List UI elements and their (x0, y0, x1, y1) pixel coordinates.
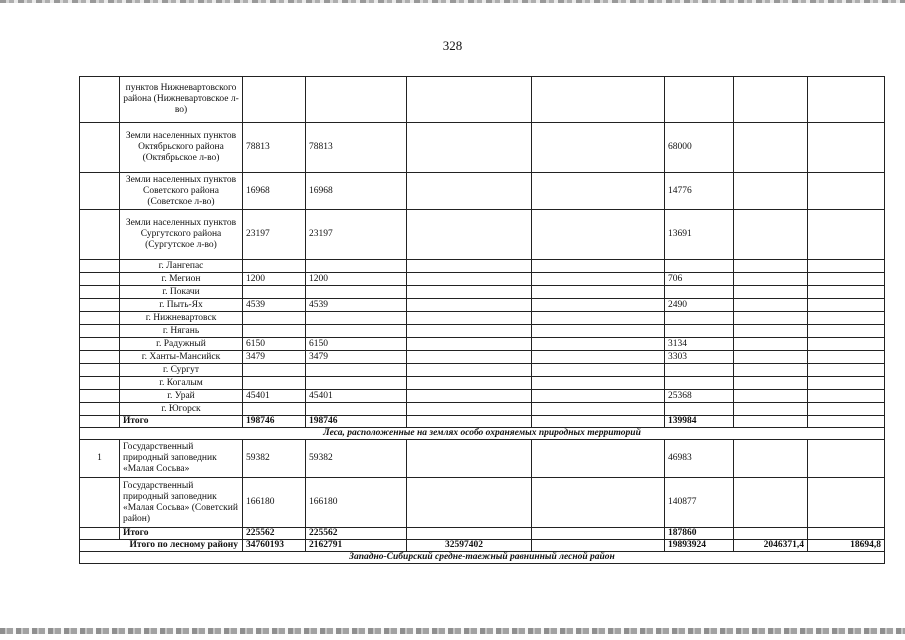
value-cell: 225562 (243, 528, 306, 540)
value-cell: 14776 (665, 173, 734, 210)
value-cell (407, 273, 532, 286)
value-cell: 59382 (306, 440, 407, 478)
value-cell (808, 325, 885, 338)
value-cell: 4539 (243, 299, 306, 312)
value-cell (734, 390, 808, 403)
value-cell (808, 286, 885, 299)
value-cell (808, 377, 885, 390)
value-cell (407, 416, 532, 428)
section-heading: Леса, расположенные на землях особо охраняемых природных территорий (80, 428, 885, 440)
value-cell (734, 403, 808, 416)
table-row (80, 440, 885, 478)
value-cell (306, 286, 407, 299)
value-cell (808, 312, 885, 325)
page-number: 328 (442, 38, 463, 53)
value-cell (808, 299, 885, 312)
value-cell (734, 273, 808, 286)
table-row (80, 77, 885, 123)
value-cell (532, 123, 665, 173)
value-cell (808, 416, 885, 428)
value-cell: 166180 (243, 478, 306, 528)
row-index-cell (80, 364, 120, 377)
row-index-cell (80, 377, 120, 390)
table-row (80, 260, 885, 273)
table-row (80, 364, 885, 377)
value-cell (808, 478, 885, 528)
value-cell (306, 403, 407, 416)
row-index-cell (80, 416, 120, 428)
row-index-cell (80, 273, 120, 286)
value-cell (407, 390, 532, 403)
value-cell (808, 440, 885, 478)
value-cell: 706 (665, 273, 734, 286)
value-cell (808, 123, 885, 173)
value-cell: 2162791 (306, 540, 407, 552)
value-cell: 3134 (665, 338, 734, 351)
row-index-cell: 1 (80, 440, 120, 478)
table-row (80, 173, 885, 210)
value-cell (407, 286, 532, 299)
value-cell: 23197 (243, 210, 306, 260)
row-name-cell: г. Сургут (120, 364, 243, 377)
row-index-cell (80, 173, 120, 210)
scan-edge-top (0, 0, 905, 3)
value-cell (808, 338, 885, 351)
value-cell (734, 377, 808, 390)
row-name-cell: Земли населенных пунктов Сургутского района (Сургутское л-во) (120, 210, 243, 260)
value-cell: 78813 (243, 123, 306, 173)
row-name-cell: г. Югорск (120, 403, 243, 416)
value-cell (808, 273, 885, 286)
value-cell (665, 286, 734, 299)
value-cell: 68000 (665, 123, 734, 173)
value-cell (407, 338, 532, 351)
grand-total-row (80, 540, 885, 552)
value-cell (808, 260, 885, 273)
value-cell (532, 351, 665, 364)
value-cell: 25368 (665, 390, 734, 403)
value-cell (306, 260, 407, 273)
value-cell: 139984 (665, 416, 734, 428)
value-cell (243, 312, 306, 325)
row-name-cell: г. Нижневартовск (120, 312, 243, 325)
value-cell (808, 173, 885, 210)
value-cell (532, 528, 665, 540)
row-index-cell (80, 286, 120, 299)
value-cell: 2046371,4 (734, 540, 808, 552)
value-cell (243, 377, 306, 390)
value-cell (734, 260, 808, 273)
row-index-cell (80, 478, 120, 528)
row-name-cell: г. Лангепас (120, 260, 243, 273)
total-label: Итого (120, 416, 243, 428)
value-cell (243, 260, 306, 273)
value-cell (808, 364, 885, 377)
value-cell (808, 351, 885, 364)
value-cell (306, 312, 407, 325)
value-cell (665, 403, 734, 416)
value-cell: 187860 (665, 528, 734, 540)
value-cell: 4539 (306, 299, 407, 312)
value-cell (532, 210, 665, 260)
value-cell (407, 77, 532, 123)
table-body (80, 77, 885, 564)
row-name-cell: г. Ханты-Мансийск (120, 351, 243, 364)
value-cell (665, 260, 734, 273)
row-name-cell: г. Нягань (120, 325, 243, 338)
value-cell: 3479 (306, 351, 407, 364)
value-cell (808, 77, 885, 123)
value-cell (734, 173, 808, 210)
total-row (80, 416, 885, 428)
table-row (80, 390, 885, 403)
value-cell (808, 528, 885, 540)
value-cell (407, 478, 532, 528)
row-index-cell (80, 312, 120, 325)
row-name-cell: г. Когалым (120, 377, 243, 390)
value-cell: 2490 (665, 299, 734, 312)
row-name-cell: Государственный природный заповедник «Малая Сосьва» (Советский район) (120, 478, 243, 528)
value-cell: 198746 (243, 416, 306, 428)
row-index-cell (80, 210, 120, 260)
row-index-cell (80, 528, 120, 540)
value-cell (407, 210, 532, 260)
value-cell (532, 260, 665, 273)
value-cell (407, 440, 532, 478)
value-cell (734, 312, 808, 325)
scan-edge-bottom (0, 628, 905, 634)
value-cell (407, 260, 532, 273)
value-cell (734, 299, 808, 312)
table-row (80, 351, 885, 364)
value-cell (407, 123, 532, 173)
value-cell (734, 364, 808, 377)
table-row (80, 338, 885, 351)
value-cell (407, 325, 532, 338)
table-row (80, 377, 885, 390)
row-index-cell (80, 403, 120, 416)
value-cell: 225562 (306, 528, 407, 540)
value-cell (734, 210, 808, 260)
value-cell (734, 528, 808, 540)
value-cell: 166180 (306, 478, 407, 528)
value-cell (407, 312, 532, 325)
value-cell: 46983 (665, 440, 734, 478)
value-cell (665, 364, 734, 377)
row-name-cell: г. Радужный (120, 338, 243, 351)
value-cell: 78813 (306, 123, 407, 173)
total-row (80, 528, 885, 540)
value-cell (734, 77, 808, 123)
value-cell (407, 377, 532, 390)
value-cell (243, 286, 306, 299)
value-cell: 6150 (243, 338, 306, 351)
value-cell (734, 338, 808, 351)
value-cell: 34760193 (243, 540, 306, 552)
row-name-cell: г. Покачи (120, 286, 243, 299)
value-cell: 23197 (306, 210, 407, 260)
row-index-cell (80, 338, 120, 351)
value-cell (532, 364, 665, 377)
value-cell (407, 528, 532, 540)
value-cell: 1200 (243, 273, 306, 286)
table-row (80, 123, 885, 173)
value-cell: 18694,8 (808, 540, 885, 552)
value-cell: 32597402 (407, 540, 532, 552)
value-cell (532, 312, 665, 325)
table-row (80, 299, 885, 312)
row-index-cell (80, 123, 120, 173)
value-cell: 16968 (243, 173, 306, 210)
value-cell: 3303 (665, 351, 734, 364)
row-index-cell (80, 260, 120, 273)
value-cell (407, 299, 532, 312)
row-index-cell (80, 299, 120, 312)
value-cell: 45401 (243, 390, 306, 403)
value-cell (532, 377, 665, 390)
value-cell (532, 299, 665, 312)
value-cell (734, 478, 808, 528)
value-cell (532, 478, 665, 528)
value-cell (306, 364, 407, 377)
value-cell (665, 377, 734, 390)
table-row (80, 273, 885, 286)
value-cell (532, 173, 665, 210)
value-cell: 19893924 (665, 540, 734, 552)
value-cell (734, 440, 808, 478)
value-cell (243, 364, 306, 377)
value-cell (532, 77, 665, 123)
section-heading: Западно-Сибирский средне-таежный равнинный лесной район (80, 552, 885, 564)
value-cell (532, 416, 665, 428)
section-heading-row (80, 552, 885, 564)
table-row (80, 325, 885, 338)
table-row (80, 312, 885, 325)
table-row (80, 286, 885, 299)
value-cell (243, 325, 306, 338)
value-cell (407, 403, 532, 416)
grand-total-label: Итого по лесному району (80, 540, 243, 552)
value-cell: 198746 (306, 416, 407, 428)
value-cell (306, 325, 407, 338)
value-cell (243, 77, 306, 123)
value-cell (808, 403, 885, 416)
value-cell: 140877 (665, 478, 734, 528)
row-name-cell: г. Урай (120, 390, 243, 403)
value-cell (407, 173, 532, 210)
value-cell: 16968 (306, 173, 407, 210)
row-name-cell: г. Мегион (120, 273, 243, 286)
section-heading-row (80, 428, 885, 440)
row-index-cell (80, 351, 120, 364)
value-cell: 3479 (243, 351, 306, 364)
value-cell (734, 123, 808, 173)
value-cell: 45401 (306, 390, 407, 403)
value-cell (407, 364, 532, 377)
value-cell (532, 273, 665, 286)
row-name-cell: Земли населенных пунктов Советского района (Советское л-во) (120, 173, 243, 210)
row-name-cell: Государственный природный заповедник «Малая Сосьва» (120, 440, 243, 478)
value-cell (532, 540, 665, 552)
value-cell (306, 77, 407, 123)
total-label: Итого (120, 528, 243, 540)
value-cell: 6150 (306, 338, 407, 351)
value-cell: 1200 (306, 273, 407, 286)
value-cell (808, 210, 885, 260)
value-cell (734, 351, 808, 364)
value-cell (532, 390, 665, 403)
value-cell: 13691 (665, 210, 734, 260)
value-cell (734, 416, 808, 428)
table-row (80, 210, 885, 260)
value-cell (734, 325, 808, 338)
value-cell (665, 312, 734, 325)
forest-area-table (79, 76, 885, 564)
value-cell (532, 440, 665, 478)
row-name-cell: Земли населенных пунктов Октябрьского района (Октябрьское л-во) (120, 123, 243, 173)
value-cell (306, 377, 407, 390)
table-row (80, 478, 885, 528)
value-cell (532, 338, 665, 351)
value-cell (243, 403, 306, 416)
value-cell (734, 286, 808, 299)
value-cell (532, 403, 665, 416)
value-cell (407, 351, 532, 364)
value-cell (532, 286, 665, 299)
value-cell (808, 390, 885, 403)
value-cell: 59382 (243, 440, 306, 478)
row-index-cell (80, 77, 120, 123)
row-name-cell: пунктов Нижневартовского района (Нижневартовское л-во) (120, 77, 243, 123)
row-index-cell (80, 390, 120, 403)
value-cell (665, 325, 734, 338)
row-name-cell: г. Пыть-Ях (120, 299, 243, 312)
row-index-cell (80, 325, 120, 338)
value-cell (665, 77, 734, 123)
value-cell (532, 325, 665, 338)
table-row (80, 403, 885, 416)
